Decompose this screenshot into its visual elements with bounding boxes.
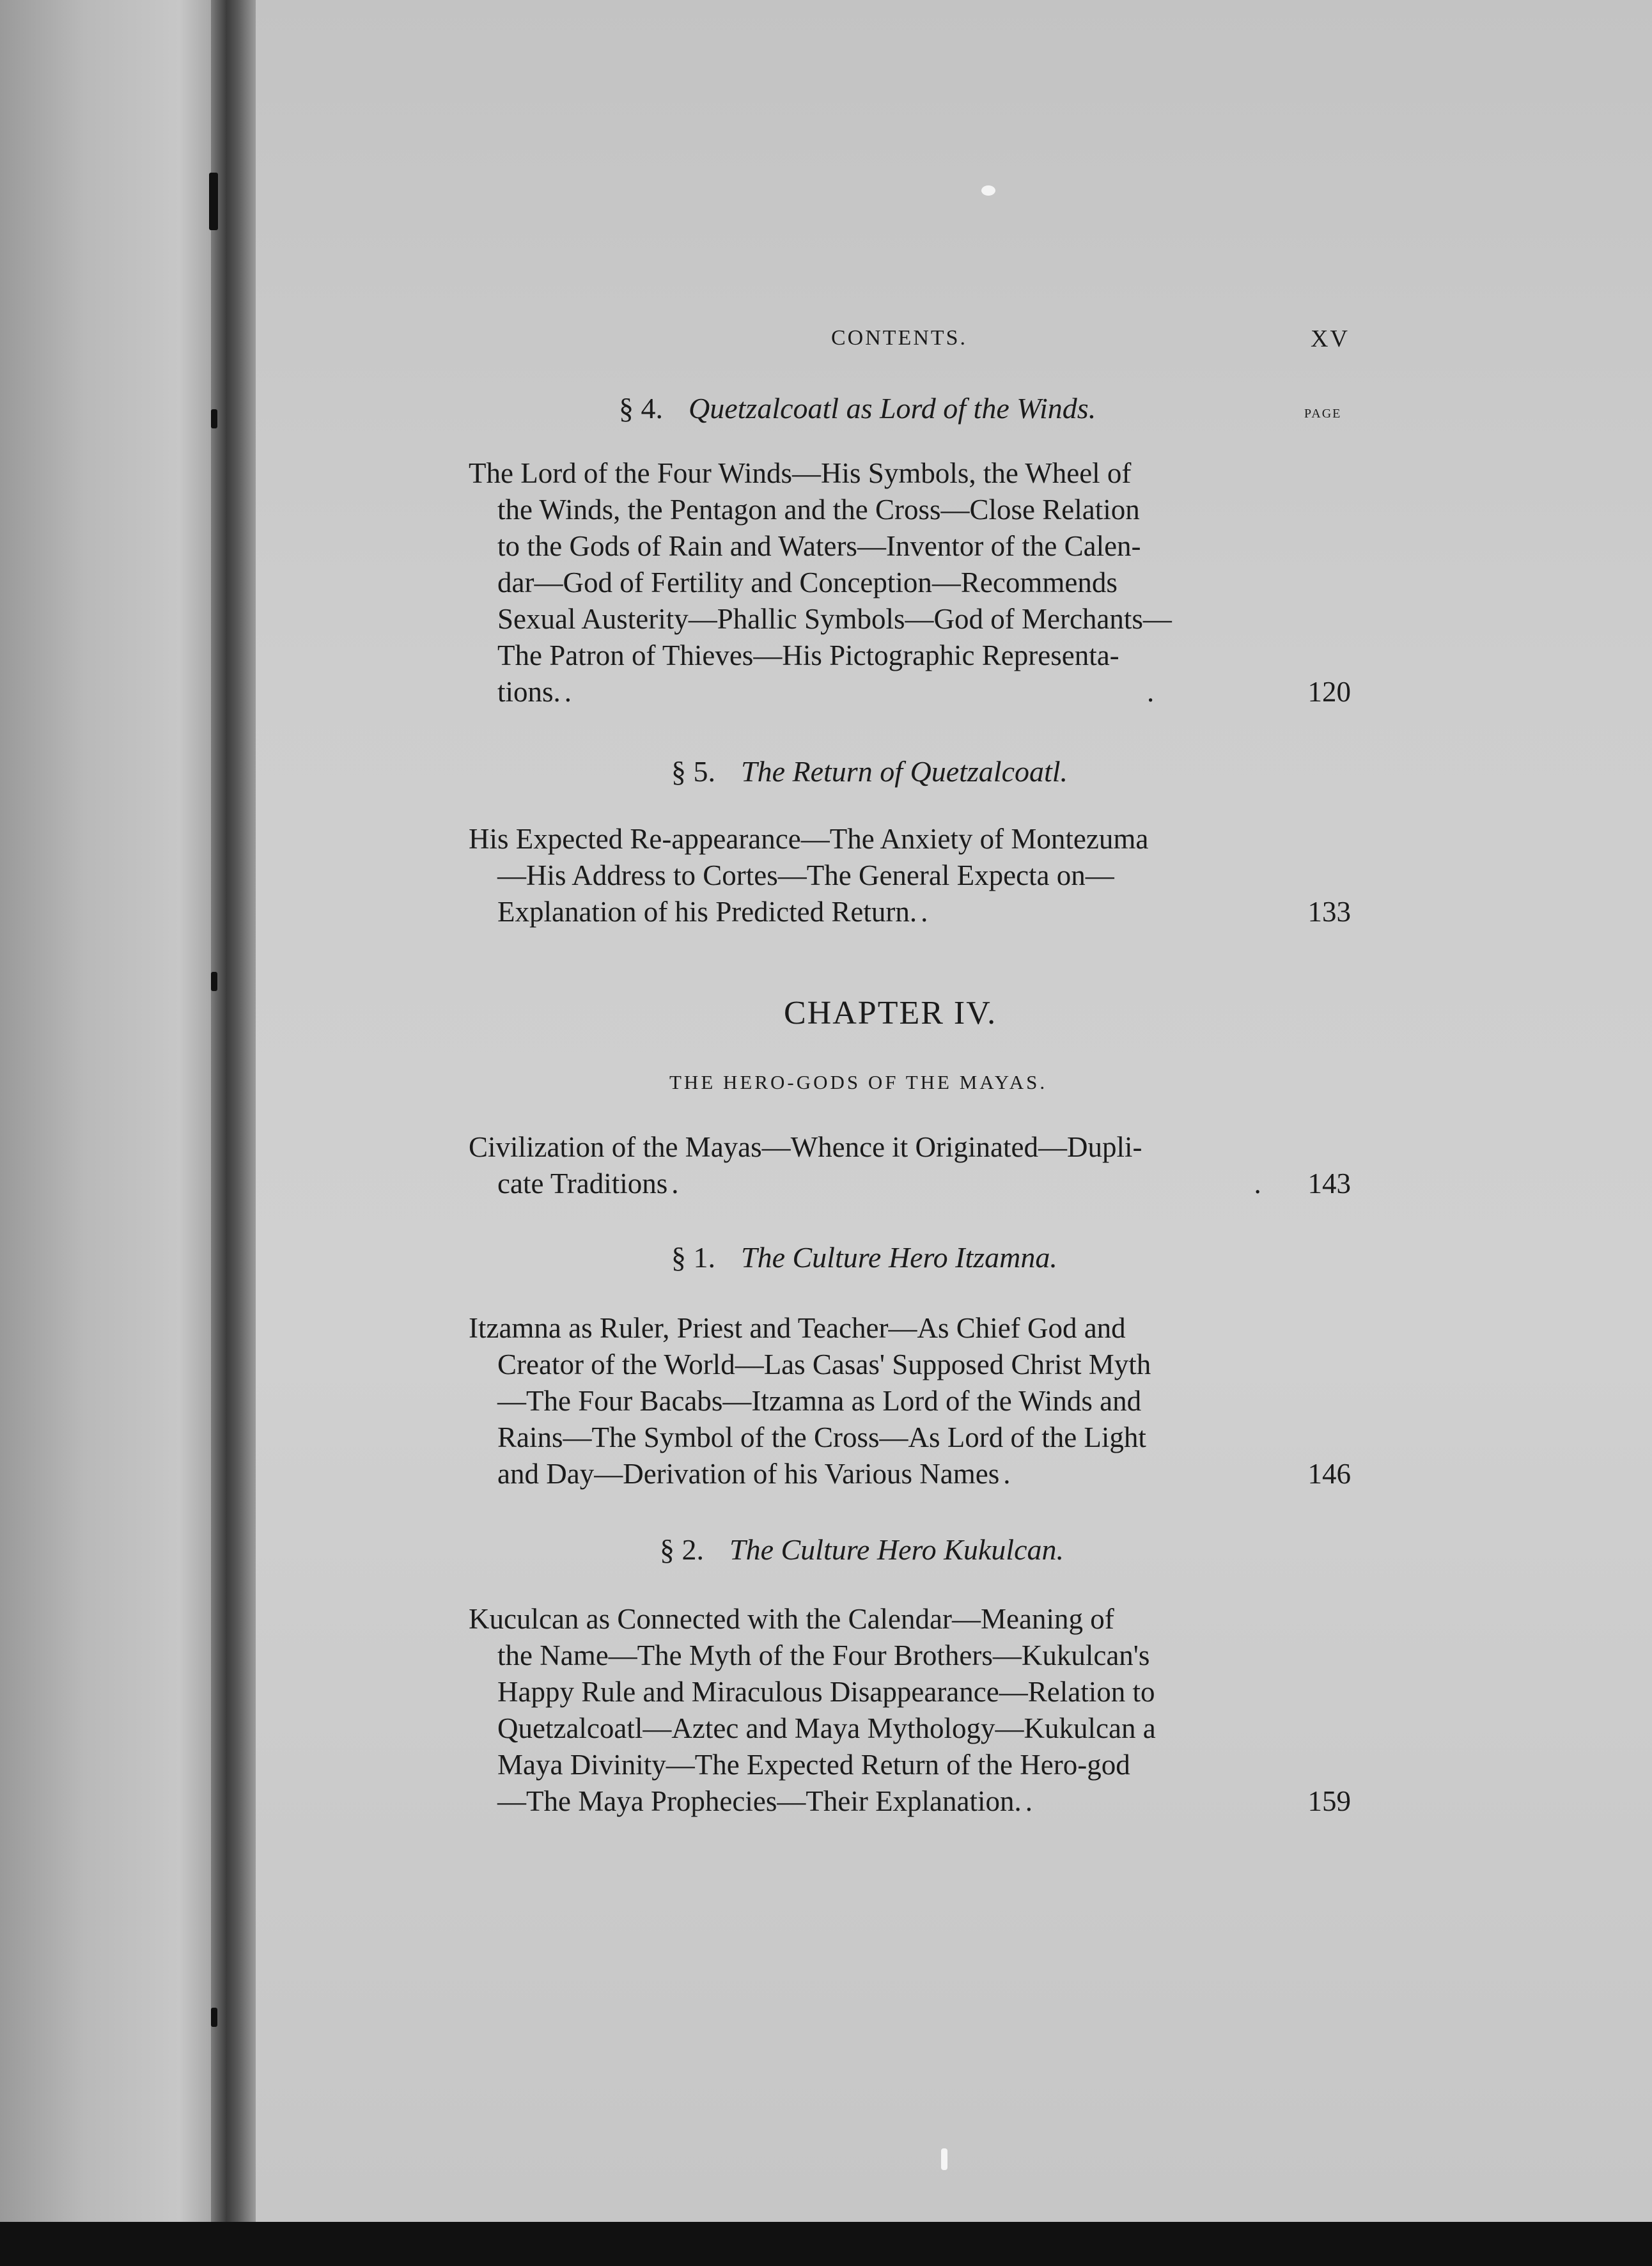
entry-line: Quetzalcoatl—Aztec and Maya Mythology—Kukulcan a [497, 1712, 1156, 1744]
chapter-subtitle: THE HERO-GODS OF THE MAYAS. [669, 1071, 1048, 1093]
book-gutter [211, 0, 256, 2238]
binding-mark [209, 173, 218, 230]
page-reference: 143 [1307, 1168, 1351, 1199]
entry-line: —His Address to Cortes—The General Expecta on— [497, 859, 1114, 891]
entry-line: Civilization of the Mayas—Whence it Originated—Dupli- [469, 1131, 1142, 1163]
paper-speck [941, 2148, 947, 2170]
section-title: The Return of Quetzalcoatl. [741, 755, 1068, 788]
dot-leader [1003, 1460, 1298, 1489]
section-heading [660, 1533, 1064, 1567]
section-number: § 1. [671, 1241, 715, 1274]
running-header-page-number: XV [1311, 325, 1350, 352]
section-number: § 5. [671, 755, 715, 788]
section-heading [671, 754, 1068, 788]
running-header-title: CONTENTS. [831, 326, 968, 350]
entry-line: to the Gods of Rain and Waters—Inventor of the Calen- [497, 530, 1141, 562]
entry-leader-line [497, 898, 1351, 926]
chapter-title: CHAPTER IV. [784, 995, 997, 1031]
page-reference: 120 [1307, 676, 1351, 708]
entry-line: His Expected Re-appearance—The Anxiety of Montezuma [469, 823, 1149, 855]
dot-leader [921, 898, 1298, 926]
entry-line: The Lord of the Four Winds—His Symbols, the Wheel of [469, 457, 1132, 489]
entry-line: Creator of the World—Las Casas' Supposed Christ Myth [497, 1348, 1151, 1380]
section-title: The Culture Hero Kukulcan. [729, 1533, 1064, 1566]
section-number: § 4. [619, 392, 663, 425]
entry-leader-line [497, 678, 1351, 707]
entry-line: dar—God of Fertility and Conception—Recommends [497, 566, 1118, 598]
entry-line: the Winds, the Pentagon and the Cross—Close Relation [497, 494, 1140, 526]
page-reference: 159 [1307, 1785, 1351, 1817]
dot-leader [671, 1169, 1298, 1198]
entry-line: —The Four Bacabs—Itzamna as Lord of the Winds and [497, 1385, 1142, 1417]
binding-mark [211, 972, 217, 991]
binding-mark [211, 2008, 217, 2027]
paper-speck [981, 185, 995, 196]
section-heading [671, 1240, 1057, 1274]
left-facing-page [0, 0, 211, 2222]
page-reference: 146 [1307, 1458, 1351, 1490]
dot-leader [1025, 1787, 1298, 1816]
section-heading [619, 391, 1096, 425]
entry-line: Maya Divinity—The Expected Return of the Hero-god [497, 1749, 1130, 1781]
entry-line: Explanation of his Predicted Return. [497, 896, 917, 928]
entry-line: cate Traditions [497, 1168, 668, 1199]
entry-leader-line [497, 1169, 1351, 1198]
entry-line: Itzamna as Ruler, Priest and Teacher—As Chief God and [469, 1312, 1126, 1344]
entry-line: Happy Rule and Miraculous Disappearance—Relation to [497, 1676, 1155, 1708]
entry-line: Sexual Austerity—Phallic Symbols—God of Merchants— [497, 603, 1172, 635]
entry-line: The Patron of Thieves—His Pictographic Representa- [497, 639, 1119, 671]
entry-line: the Name—The Myth of the Four Brothers—Kukulcan's [497, 1639, 1150, 1671]
section-title: Quetzalcoatl as Lord of the Winds. [689, 392, 1096, 425]
entry-line: and Day—Derivation of his Various Names [497, 1458, 1000, 1490]
entry-line: —The Maya Prophecies—Their Explanation. [497, 1785, 1022, 1817]
entry-line: Kuculcan as Connected with the Calendar—Meaning of [469, 1603, 1114, 1635]
entry-line: tions. [497, 676, 561, 708]
page-column-label: PAGE [1304, 407, 1342, 421]
section-title: The Culture Hero Itzamna. [741, 1241, 1057, 1274]
entry-leader-line [497, 1787, 1351, 1816]
scan-border [0, 2222, 1652, 2266]
section-number: § 2. [660, 1533, 704, 1566]
entry-line: Rains—The Symbol of the Cross—As Lord of the Light [497, 1421, 1146, 1453]
page-reference: 133 [1307, 896, 1351, 928]
entry-leader-line [497, 1460, 1351, 1489]
dot-leader [565, 678, 1298, 707]
binding-mark [211, 409, 217, 428]
